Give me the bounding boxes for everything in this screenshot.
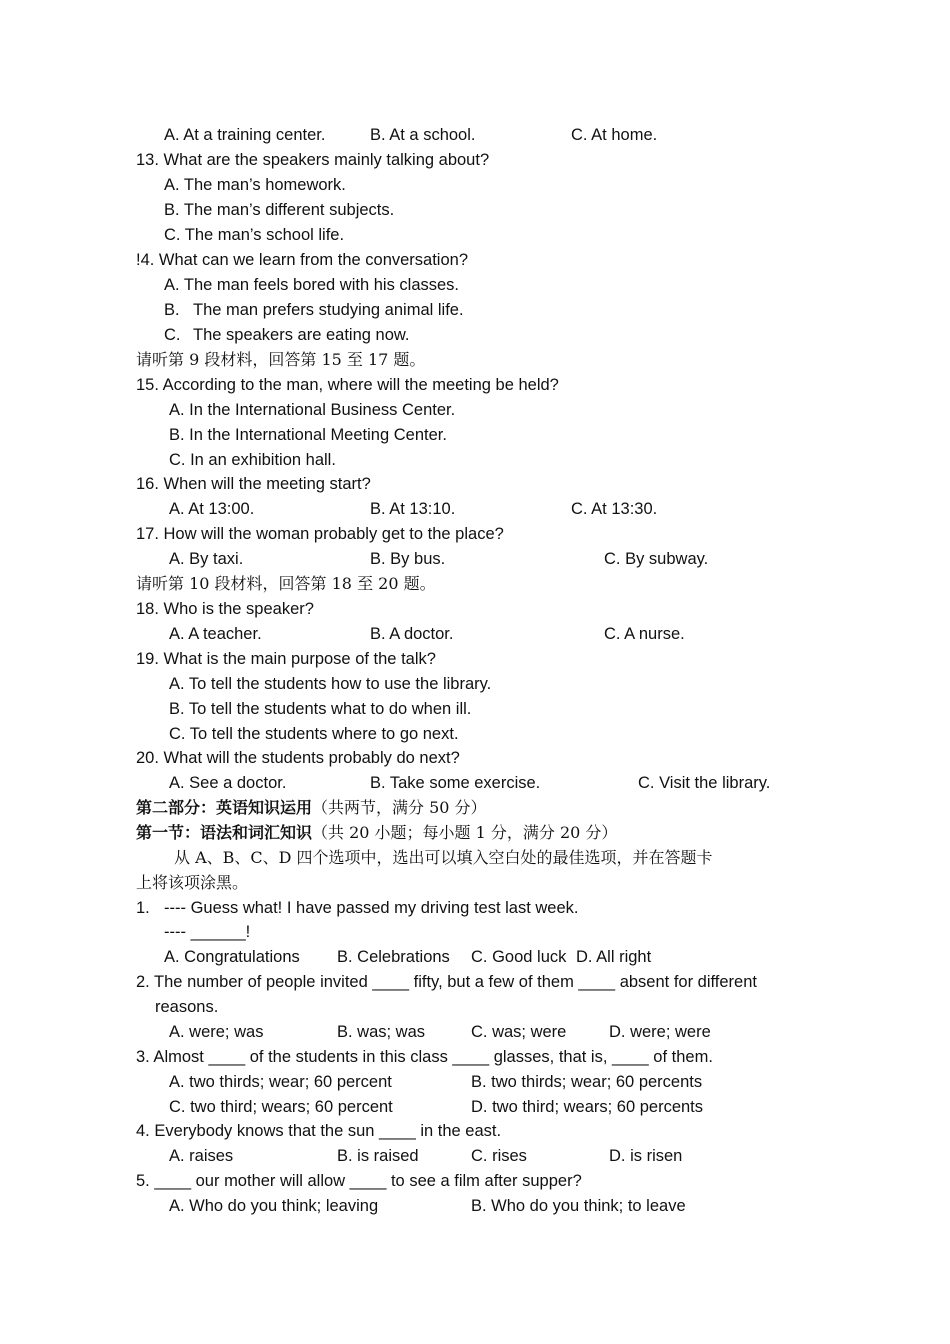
- option-c: C. was; were: [471, 1023, 567, 1041]
- option-c: C. At 13:30.: [571, 500, 658, 518]
- option-c: C. two third; wears; 60 percent: [169, 1098, 393, 1116]
- option-b: B. is raised: [337, 1147, 419, 1165]
- option-a: A. To tell the students how to use the library.: [169, 675, 492, 693]
- option-c: C. To tell the students where to go next.: [169, 725, 459, 743]
- part-score: （共两节，满分 50 分）: [312, 798, 487, 817]
- section-title: 第一节：语法和词汇知识: [136, 823, 313, 842]
- option-c: C. Good luck: [471, 948, 567, 966]
- option-a: A. By taxi.: [169, 550, 244, 568]
- option-c: C. Visit the library.: [638, 774, 771, 792]
- option-d: D. were; were: [609, 1023, 711, 1041]
- option-c: C. rises: [471, 1147, 527, 1165]
- option-a: A. raises: [169, 1147, 234, 1165]
- section-heading: [136, 823, 617, 843]
- question-5: 5. ____ our mother will allow ____ to see a film after supper?: [136, 1172, 582, 1190]
- question-15: 15. According to the man, where will the meeting be held?: [136, 376, 559, 394]
- question-19: 19. What is the main purpose of the talk?: [136, 650, 436, 668]
- option-b: B. A doctor.: [370, 625, 454, 643]
- question-2: 2. The number of people invited ____ fifty, but a few of them ____ absent for different: [136, 973, 757, 991]
- option-b: B. Take some exercise.: [370, 774, 541, 792]
- question-3: 3. Almost ____ of the students in this class ____ glasses, that is, ____ of them.: [136, 1048, 713, 1066]
- option-b: B. By bus.: [370, 550, 446, 568]
- question-4: 4. Everybody knows that the sun ____ in the east.: [136, 1122, 502, 1140]
- question-1-number: 1.: [136, 899, 150, 917]
- option-b: B. At 13:10.: [370, 500, 456, 518]
- option-a: A. At 13:00.: [169, 500, 255, 518]
- option-b: B. To tell the students what to do when ill.: [169, 700, 472, 718]
- option-b-text: The man prefers studying animal life.: [193, 301, 464, 319]
- option-a: A. Congratulations: [164, 948, 300, 966]
- question-13: 13. What are the speakers mainly talking about?: [136, 151, 490, 169]
- question-20: 20. What will the students probably do next?: [136, 749, 460, 767]
- directions-line-2: 上将该项涂黑。: [136, 873, 249, 892]
- option-b-key: B.: [164, 301, 180, 319]
- option-b: B. two thirds; wear; 60 percents: [471, 1073, 703, 1091]
- option-c: C. A nurse.: [604, 625, 685, 643]
- option-b: B. In the International Meeting Center.: [169, 426, 447, 444]
- option-a: A. two thirds; wear; 60 percent: [169, 1073, 392, 1091]
- option-b: B. was; was: [337, 1023, 426, 1041]
- option-d: D. is risen: [609, 1147, 683, 1165]
- option-b: B. Celebrations: [337, 948, 450, 966]
- option-a: A. were; was: [169, 1023, 264, 1041]
- question-1: ---- Guess what! I have passed my driving test last week.: [164, 899, 579, 917]
- option-b: B. The man’s different subjects.: [164, 201, 395, 219]
- option-c-key: C.: [164, 326, 181, 344]
- section-score: （共 20 小题；每小题 1 分，满分 20 分）: [312, 823, 618, 842]
- question-18: 18. Who is the speaker?: [136, 600, 314, 618]
- section-instruction: 请听第 10 段材料，回答第 18 至 20 题。: [136, 574, 436, 593]
- option-a: A. Who do you think; leaving: [169, 1197, 379, 1215]
- option-b: B. At a school.: [370, 126, 476, 144]
- option-c: C. The man’s school life.: [164, 226, 345, 244]
- question-16: 16. When will the meeting start?: [136, 475, 371, 493]
- question-14: !4. What can we learn from the conversation?: [136, 251, 468, 269]
- option-c: C. By subway.: [604, 550, 709, 568]
- option-c: C. At home.: [571, 126, 658, 144]
- part-title: 第二部分：英语知识运用: [136, 798, 313, 817]
- question-1-reply: ---- ______!: [164, 923, 251, 941]
- option-a: A. The man feels bored with his classes.: [164, 276, 460, 294]
- option-a: A. See a doctor.: [169, 774, 287, 792]
- option-d: D. two third; wears; 60 percents: [471, 1098, 704, 1116]
- option-d: D. All right: [576, 948, 652, 966]
- option-a: A. A teacher.: [169, 625, 262, 643]
- option-c-text: The speakers are eating now.: [193, 326, 410, 344]
- option-c: C. In an exhibition hall.: [169, 451, 336, 469]
- option-a: A. In the International Business Center.: [169, 401, 456, 419]
- option-a: A. At a training center.: [164, 126, 326, 144]
- part-heading: [136, 798, 487, 818]
- section-instruction: 请听第 9 段材料，回答第 15 至 17 题。: [136, 350, 426, 369]
- option-b: B. Who do you think; to leave: [471, 1197, 686, 1215]
- directions-line-1: 从 A、B、C、D 四个选项中，选出可以填入空白处的最佳选项，并在答题卡: [174, 848, 713, 867]
- option-a: A. The man’s homework.: [164, 176, 346, 194]
- question-2-cont: reasons.: [155, 998, 219, 1016]
- question-17: 17. How will the woman probably get to the place?: [136, 525, 504, 543]
